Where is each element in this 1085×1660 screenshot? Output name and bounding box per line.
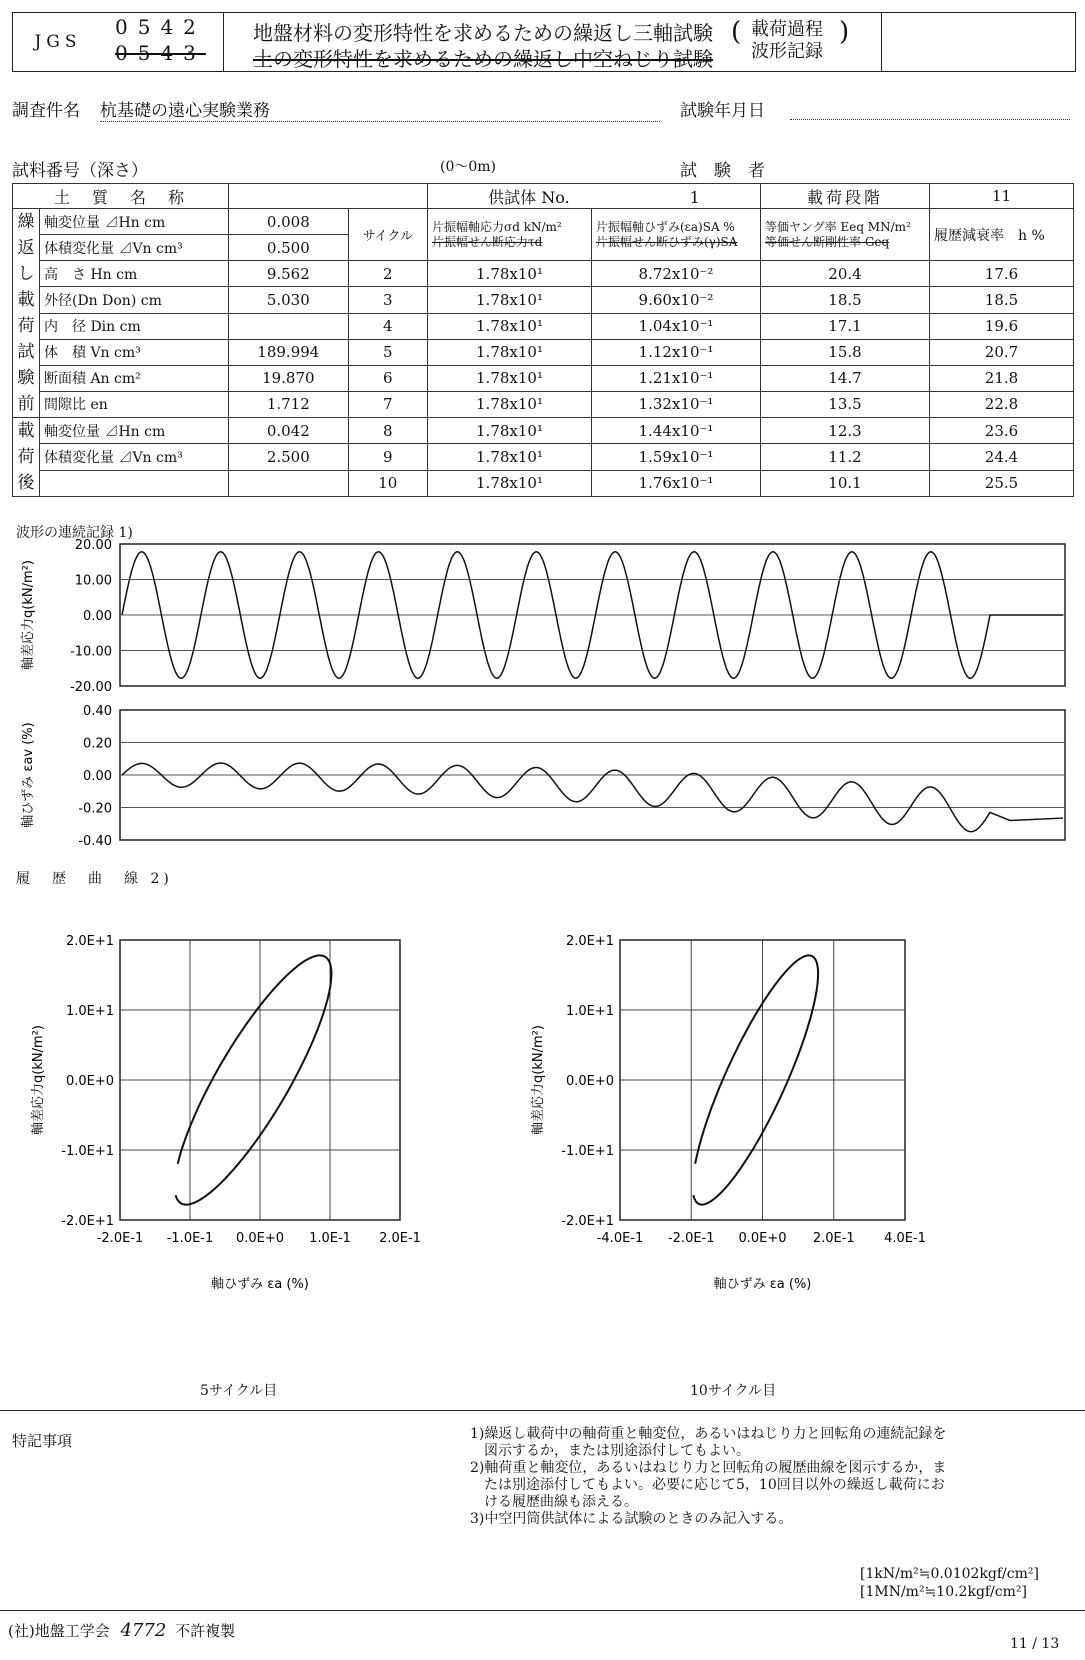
x-tick-label: -4.0E-1 <box>596 1231 644 1246</box>
soil-name-label: 土 質 名 称 <box>13 184 229 209</box>
x-tick-label: 2.0E-1 <box>812 1231 855 1246</box>
modulus-value: 20.4 <box>761 261 930 287</box>
paren-line-2: 波形記録 <box>751 41 823 62</box>
strain-value: 1.59x10⁻¹ <box>592 444 761 470</box>
strain-value: 1.04x10⁻¹ <box>592 313 761 339</box>
table-row <box>13 418 1074 444</box>
strain-value: 9.60x10⁻² <box>592 287 761 313</box>
stress-value: 1.78x10¹ <box>428 287 592 313</box>
damping-header: 履歴減衰率 h % <box>930 209 1074 261</box>
y-axis-label: 軸差応力q(kN/m²) <box>31 1025 46 1135</box>
shear-stress-header-label: 片振幅せん断応力τd <box>432 234 543 249</box>
table-row <box>13 444 1074 470</box>
y-tick-label: 0.40 <box>83 704 112 719</box>
hysteresis-section-label: 履 歴 曲 線 2) <box>16 871 173 887</box>
paren-open: ( <box>731 17 742 47</box>
table-row <box>13 365 1074 391</box>
note-line: 図示するか，または別途添付してもよい。 <box>470 1443 750 1459</box>
paren-line-1: 載荷過程 <box>751 19 823 40</box>
page-number: 11 / 13 <box>1010 1636 1060 1652</box>
stage-label: 載荷段階 <box>761 184 930 209</box>
table-row <box>13 209 1074 235</box>
y-tick-label: 0.20 <box>83 736 112 752</box>
table-row <box>13 391 1074 417</box>
cycle10-title: 10サイクル目 <box>690 1383 777 1399</box>
hysteresis-chart-cycle5 <box>20 920 440 1320</box>
cycle-value: 3 <box>348 287 427 313</box>
stress-header <box>428 209 592 261</box>
note-line: 2)軸荷重と軸変位，あるいはねじり力と回転角の履歴曲線を図示するか，ま <box>470 1460 947 1476</box>
jgs-code: JGS <box>34 32 82 52</box>
x-tick-label: -2.0E-1 <box>667 1231 715 1246</box>
cycle-value: 10 <box>348 470 427 496</box>
property-value: 0.042 <box>229 418 349 444</box>
shear-modulus-header-label: 等価せん断剛性率 Geq <box>765 234 890 249</box>
y-tick-label: 20.00 <box>74 538 112 553</box>
property-label: 体積変化量 ⊿Vn cm³ <box>40 235 229 261</box>
modulus-value: 15.8 <box>761 339 930 365</box>
stress-value: 1.78x10¹ <box>428 261 592 287</box>
y-tick-label: -2.0E+1 <box>561 1214 614 1229</box>
waveform-section-label: 波形の連続記録 1) <box>16 525 133 541</box>
modulus-value: 14.7 <box>761 365 930 391</box>
property-label: 高 さ Hn cm <box>40 261 229 287</box>
y-tick-label: -20.00 <box>70 680 112 695</box>
x-tick-label: 0.0E+0 <box>235 1231 285 1246</box>
standard-numbers <box>103 13 224 71</box>
y-tick-label: 0.00 <box>83 769 112 784</box>
y-tick-label: 0.0E+0 <box>565 1074 614 1089</box>
stress-value: 1.78x10¹ <box>428 418 592 444</box>
cycle-value: 6 <box>348 365 427 391</box>
tester-label: 試 験 者 <box>680 161 765 181</box>
date-label: 試験年月日 <box>680 101 765 121</box>
paren-block <box>751 19 823 63</box>
cycle-value: 5 <box>348 339 427 365</box>
stress-value: 1.78x10¹ <box>428 444 592 470</box>
x-tick-label: 2.0E-1 <box>379 1231 421 1246</box>
property-value <box>229 313 349 339</box>
stress-value: 1.78x10¹ <box>428 470 592 496</box>
x-tick-label: -2.0E-1 <box>96 1231 144 1246</box>
property-value: 189.994 <box>229 339 349 365</box>
modulus-value: 11.2 <box>761 444 930 470</box>
stress-value: 1.78x10¹ <box>428 365 592 391</box>
y-tick-label: -10.00 <box>70 644 112 660</box>
property-label: 軸変位量 ⊿Hn cm <box>40 418 229 444</box>
after-test-side-label: 載 荷 後 <box>13 418 40 497</box>
specimen-label: 供試体 No. <box>488 187 570 207</box>
property-label: 断面積 An cm² <box>40 365 229 391</box>
modulus-value: 12.3 <box>761 418 930 444</box>
footer-number: 4772 <box>120 1620 167 1641</box>
cycle-value: 4 <box>348 313 427 339</box>
property-value: 2.500 <box>229 444 349 470</box>
paren-close: ) <box>839 17 850 47</box>
y-tick-label: 10.00 <box>74 573 112 589</box>
test-data-table <box>12 183 1074 497</box>
damping-value: 19.6 <box>930 313 1074 339</box>
y-axis-label: 軸差応力q(kN/m²) <box>531 1025 546 1135</box>
property-value: 5.030 <box>229 287 349 313</box>
damping-value: 23.6 <box>930 418 1074 444</box>
unit-conversion-2: [1MN/m²≒10.2kgf/cm²] <box>860 1584 1027 1600</box>
y-tick-label: -1.0E+1 <box>61 1144 114 1159</box>
property-label: 体 積 Vn cm³ <box>40 339 229 365</box>
damping-value: 17.6 <box>930 261 1074 287</box>
table-row <box>13 287 1074 313</box>
y-tick-label: -0.40 <box>78 834 112 849</box>
table-header-row <box>13 184 1074 209</box>
table-row <box>13 261 1074 287</box>
y-tick-label: 0.0E+0 <box>65 1074 114 1089</box>
remarks-divider <box>0 1410 1085 1411</box>
property-label: 間隙比 en <box>40 391 229 417</box>
title-line-1: 地盤材料の変形特性を求めるための繰返し三軸試験 <box>253 21 713 45</box>
property-value: 1.712 <box>229 391 349 417</box>
cycle-value: 9 <box>348 444 427 470</box>
hysteresis-chart-cycle10 <box>520 920 960 1320</box>
property-value: 19.870 <box>229 365 349 391</box>
strain-value: 1.32x10⁻¹ <box>592 391 761 417</box>
waveform-line <box>122 763 1063 832</box>
strain-header-label: 片振幅軸ひずみ(εa)SA % <box>596 219 735 234</box>
project-value: 杭基礎の遠心実験業務 <box>100 96 660 122</box>
damping-value: 18.5 <box>930 287 1074 313</box>
x-tick-label: 0.0E+0 <box>738 1231 787 1246</box>
specimen-value: 1 <box>689 187 700 207</box>
strain-value: 8.72x10⁻² <box>592 261 761 287</box>
standard-number-1: 0542 <box>115 15 206 39</box>
project-label: 調査件名 <box>12 101 80 121</box>
footer-text: 不許複製 <box>175 1622 236 1640</box>
property-label <box>40 470 229 496</box>
sample-value: (0〜0m) <box>440 159 497 175</box>
stress-value: 1.78x10¹ <box>428 391 592 417</box>
property-label: 内 径 Din cm <box>40 313 229 339</box>
property-value: 0.008 <box>229 209 349 235</box>
strain-value: 1.44x10⁻¹ <box>592 418 761 444</box>
stress-waveform-chart <box>10 536 1080 698</box>
shear-strain-header-label: 片振幅せん断ひずみ(γ)SA <box>596 234 738 249</box>
footer-divider <box>0 1610 1085 1611</box>
x-axis-label: 軸ひずみ εa (%) <box>713 1277 812 1292</box>
damping-value: 21.8 <box>930 365 1074 391</box>
date-value-line <box>790 118 1070 120</box>
modulus-value: 18.5 <box>761 287 930 313</box>
y-tick-label: -2.0E+1 <box>61 1214 114 1229</box>
note-line: 3)中空円筒供試体による試験のときのみ記入する。 <box>470 1511 793 1527</box>
property-label: 体積変化量 ⊿Vn cm³ <box>40 444 229 470</box>
stress-header-label: 片振幅軸応力σd kN/m² <box>432 219 562 234</box>
property-label: 軸変位量 ⊿Hn cm <box>40 209 229 235</box>
cycle-value: 2 <box>348 261 427 287</box>
soil-name-value <box>229 184 428 209</box>
footer-org: (社)地盤工学会 <box>8 1622 110 1640</box>
x-axis-label: 軸ひずみ εa (%) <box>211 1277 309 1292</box>
y-axis-label: 軸差応力q(kN/m²) <box>21 560 36 670</box>
note-line: 1)繰返し載荷中の軸荷重と軸変位，あるいはねじり力と回転角の連続記録を <box>470 1426 947 1442</box>
before-test-side-label: 繰 返 し 載 荷 試 験 前 <box>13 209 40 418</box>
y-tick-label: 2.0E+1 <box>565 934 614 949</box>
note-line: たは別途添付してもよい。必要に応じて5，10回目以外の繰返し載荷にお <box>470 1477 945 1493</box>
remarks-label: 特記事項 <box>12 1432 73 1450</box>
damping-value: 22.8 <box>930 391 1074 417</box>
y-tick-label: -0.20 <box>78 801 112 817</box>
stress-value: 1.78x10¹ <box>428 313 592 339</box>
title-line-2: 土の変形特性を求めるための繰返し中空ねじり試験 <box>253 47 713 71</box>
table-row <box>13 339 1074 365</box>
strain-header <box>592 209 761 261</box>
damping-value: 20.7 <box>930 339 1074 365</box>
table-row <box>13 470 1074 496</box>
cycle-header: サイクル <box>348 209 427 261</box>
modulus-value: 13.5 <box>761 391 930 417</box>
strain-value: 1.21x10⁻¹ <box>592 365 761 391</box>
stage-value: 11 <box>930 184 1074 209</box>
property-value <box>229 470 349 496</box>
notes-block <box>470 1426 946 1528</box>
specimen-cell <box>428 184 761 209</box>
strain-value: 1.76x10⁻¹ <box>592 470 761 496</box>
stress-value: 1.78x10¹ <box>428 339 592 365</box>
modulus-value: 10.1 <box>761 470 930 496</box>
modulus-header <box>761 209 930 261</box>
cycle5-title: 5サイクル目 <box>200 1383 278 1399</box>
y-tick-label: 1.0E+1 <box>565 1004 614 1019</box>
note-line: ける履歴曲線も添える。 <box>470 1494 638 1510</box>
y-tick-label: 2.0E+1 <box>65 934 114 949</box>
y-tick-label: -1.0E+1 <box>561 1144 614 1159</box>
y-tick-label: 0.00 <box>83 609 112 624</box>
property-label: 外径(Dn Don) cm <box>40 287 229 313</box>
damping-value: 24.4 <box>930 444 1074 470</box>
standard-number-2: 0543 <box>115 41 206 65</box>
x-tick-label: -1.0E-1 <box>166 1231 214 1246</box>
strain-waveform-chart <box>10 702 1080 852</box>
sample-label: 試料番号（深さ） <box>12 161 148 181</box>
x-tick-label: 1.0E-1 <box>309 1231 351 1246</box>
x-tick-label: 4.0E-1 <box>884 1231 926 1246</box>
strain-value: 1.12x10⁻¹ <box>592 339 761 365</box>
y-axis-label: 軸ひずみ εav (%) <box>21 722 36 828</box>
modulus-value: 17.1 <box>761 313 930 339</box>
cycle-value: 7 <box>348 391 427 417</box>
property-value: 0.500 <box>229 235 349 261</box>
cycle-value: 8 <box>348 418 427 444</box>
form-header <box>12 12 1076 72</box>
table-row <box>13 313 1074 339</box>
footer-copyright <box>8 1620 235 1641</box>
damping-value: 25.5 <box>930 470 1074 496</box>
modulus-header-label: 等価ヤング率 Eeq MN/m² <box>765 219 911 234</box>
property-value: 9.562 <box>229 261 349 287</box>
unit-conversion-1: [1kN/m²≒0.0102kgf/cm²] <box>860 1566 1039 1582</box>
y-tick-label: 1.0E+1 <box>65 1004 114 1019</box>
